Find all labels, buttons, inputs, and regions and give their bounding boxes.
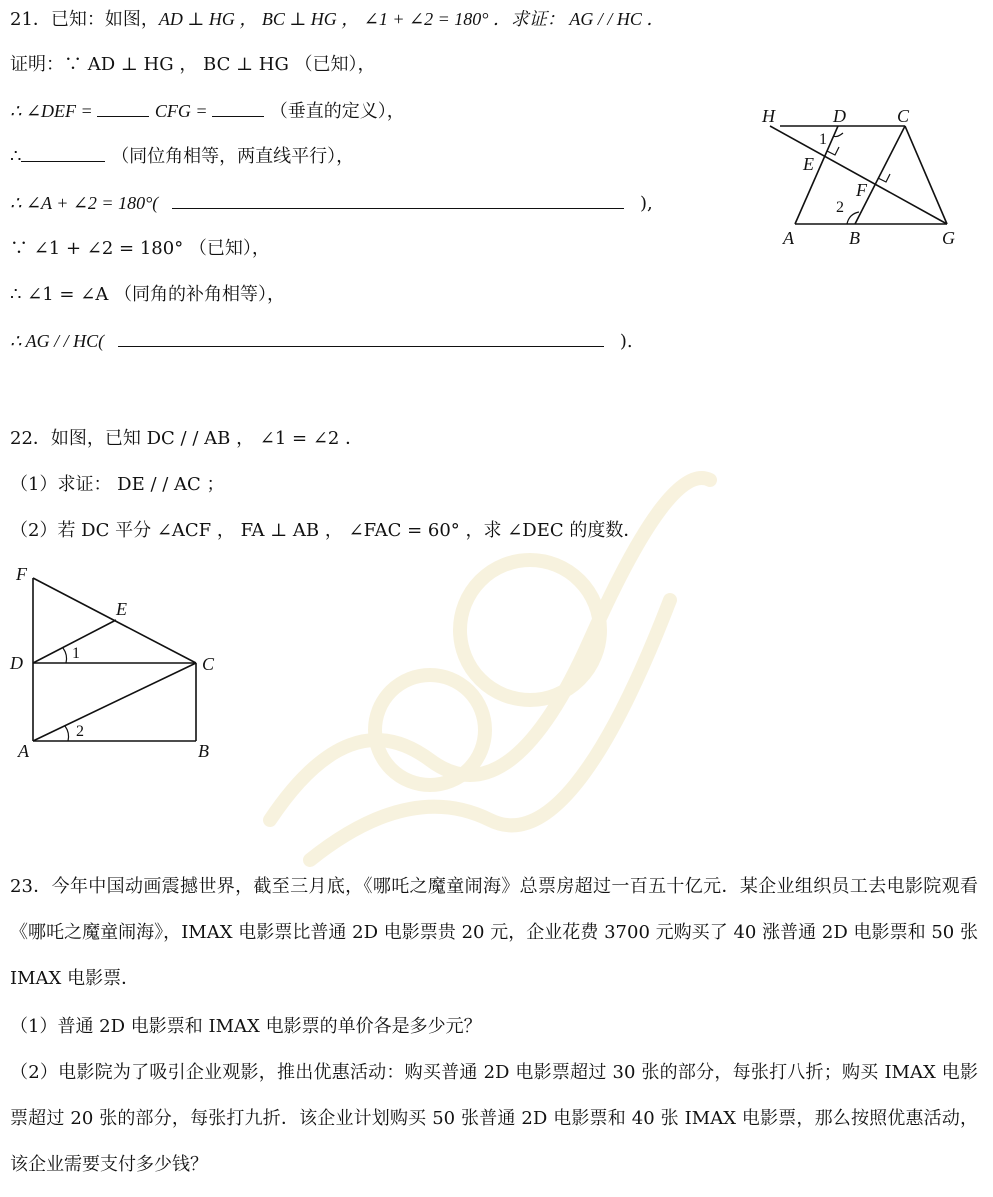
label-D: D	[10, 653, 23, 673]
q22-line-2: （1）求证： DE / / AC ；	[10, 474, 225, 495]
segment-CG	[905, 126, 947, 224]
label-G: G	[942, 228, 955, 248]
angle-arc-2	[65, 726, 69, 741]
q21-header: 21．已知：如图，AD ⊥ HG ， BC ⊥ HG ， ∠1 + ∠2 = 180° ．求证： AG / / HC ．	[10, 9, 665, 30]
figure-22	[8, 560, 223, 765]
blank-4[interactable]	[172, 194, 624, 209]
label-C: C	[897, 106, 910, 126]
label-D: D	[833, 106, 846, 126]
watermark-graphic	[230, 400, 750, 920]
label-A: A	[783, 228, 794, 248]
q22-line-3: （2）若 DC 平分 ∠ACF ， FA ⊥ AB ， ∠FAC = 60° ，求 ∠DEC 的度数．	[10, 520, 642, 541]
q21-proof-line-6: ∴ ∠1 = ∠A （同角的补角相等），	[10, 284, 286, 305]
label-B: B	[198, 741, 209, 761]
label-B: B	[849, 228, 860, 248]
q21-proof-line-7: ∴ AG / / HC( ).	[10, 331, 633, 352]
q23-paragraph-1: 23．今年中国动画震撼世界，截至三月底，《哪吒之魔童闹海》总票房超过一百五十亿元．某企业组织员工去电影院观看《哪吒之魔童闹海》，IMAX 电影票比普通 2D 电影票贵 20 元，企业花费 3700 元购买了 40 涨普通 2D 电影票和 50 张 IMAX 电影票．	[10, 876, 978, 989]
blank-5[interactable]	[118, 332, 604, 347]
q21-proof-line-4: ∴ ∠A + ∠2 = 180°( ),	[10, 193, 653, 214]
angle-arc-1	[63, 648, 67, 663]
blank-2[interactable]	[212, 102, 264, 117]
label-angle-1: 1	[819, 131, 827, 148]
label-angle-2: 2	[836, 199, 844, 216]
q21-proof-line-2: ∴ ∠DEF = CFG = （垂直的定义），	[10, 101, 405, 122]
segment-AD	[795, 126, 838, 224]
q21-proof-line-3: ∴ （同位角相等，两直线平行），	[10, 146, 355, 167]
label-F: F	[856, 180, 867, 200]
label-C: C	[202, 654, 215, 674]
label-A: A	[18, 741, 29, 761]
label-E: E	[116, 599, 127, 619]
label-E: E	[803, 154, 814, 174]
label-H: H	[762, 106, 775, 126]
segment-HG	[770, 126, 947, 224]
label-angle-1: 1	[72, 645, 80, 662]
figure-21	[755, 100, 970, 250]
blank-1[interactable]	[97, 102, 149, 117]
q23-part-1: （1）普通 2D 电影票和 IMAX 电影票的单价各是多少元？	[10, 1016, 482, 1037]
q21-proof-line-1: 证明：∵ AD ⊥ HG ， BC ⊥ HG （已知），	[10, 54, 376, 75]
segment-AC	[33, 663, 196, 741]
segment-BC	[855, 126, 905, 224]
label-F: F	[16, 564, 27, 584]
q23-part-2: （2）电影院为了吸引企业观影，推出优惠活动：购买普通 2D 电影票超过 30 张的部分，每张打八折；购买 IMAX 电影票超过 20 张的部分，每张打九折．该企业计划购买 50 张普通 2D 电影票和 40 张 IMAX 电影票，那么按照优惠活动，该企业需要支付多少钱？	[10, 1062, 978, 1175]
q22-line-1: 22．如图，已知 DC / / AB ， ∠1 = ∠2 ．	[10, 428, 364, 449]
q21-proof-line-5: ∵ ∠1 + ∠2 = 180° （已知），	[10, 238, 270, 259]
blank-3[interactable]	[21, 147, 105, 162]
label-angle-2: 2	[76, 723, 84, 740]
